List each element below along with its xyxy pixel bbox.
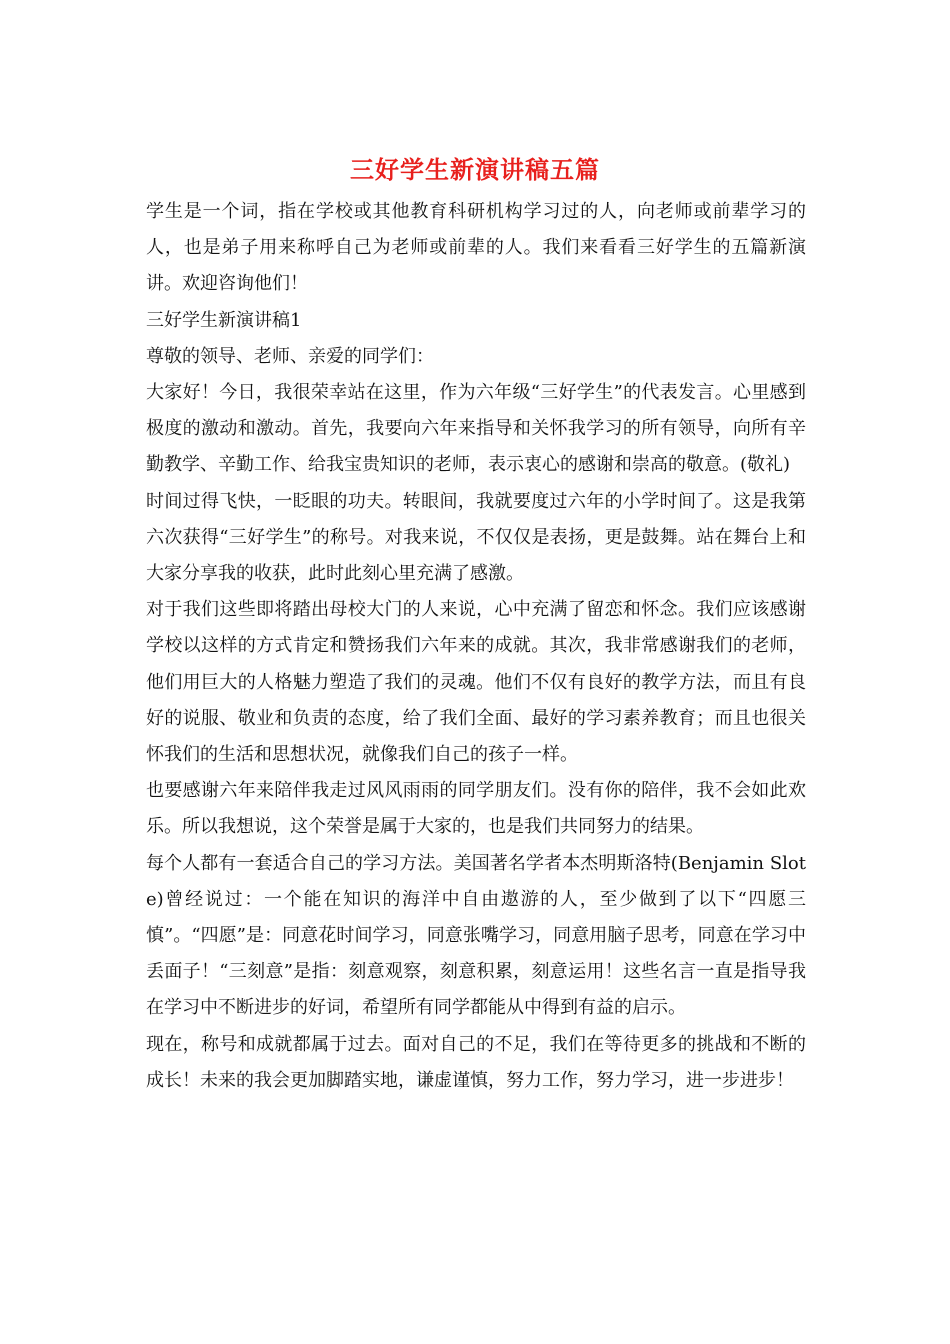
document-body bbox=[146, 194, 806, 1099]
document-title: 三好学生新演讲稿五篇 bbox=[350, 155, 600, 184]
salutation: 尊敬的领导、老师、亲爱的同学们： bbox=[146, 345, 434, 367]
paragraph-study-method: 每个人都有一套适合自己的学习方法。美国著名学者本杰明斯洛特(Benjamin Slote)曾经说过：一个能在知识的海洋中自由遨游的人，至少做到了以下“四愿三慎”。“四愿”是：同意花时间学习，同意张嘴学习，同意用脑子思考，同意在学习中丢面子！“三刻意”是指：刻意观察，刻意积累，刻意运用！这些名言一直是指导我在学习中不断进步的好词，希望所有同学都能从中得到有益的启示。 bbox=[146, 852, 806, 1019]
paragraph-time: 时间过得飞快，一眨眼的功夫。转眼间，我就要度过六年的小学时间了。这是我第六次获得“三好学生”的称号。对我来说，不仅仅是表扬，更是鼓舞。站在舞台上和大家分享我的收获，此时此刻心里充满了感激。 bbox=[146, 490, 806, 585]
speech-heading: 三好学生新演讲稿1 bbox=[146, 309, 302, 331]
paragraph-gratitude-classmates: 也要感谢六年来陪伴我走过风风雨雨的同学朋友们。没有你的陪伴，我不会如此欢乐。所以我想说，这个荣誉是属于大家的，也是我们共同努力的结果。 bbox=[146, 780, 806, 838]
paragraph-intro: 学生是一个词，指在学校或其他教育科研机构学习过的人，向老师或前辈学习的人，也是弟子用来称呼自己为老师或前辈的人。我们来看看三好学生的五篇新演讲。欢迎咨询他们！ bbox=[146, 201, 806, 295]
paragraph-future: 现在，称号和成就都属于过去。面对自己的不足，我们在等待更多的挑战和不断的成长！未来的我会更加脚踏实地，谦虚谨慎，努力工作，努力学习，进一步进步！ bbox=[146, 1033, 806, 1091]
paragraph-gratitude-school: 对于我们这些即将踏出母校大门的人来说，心中充满了留恋和怀念。我们应该感谢学校以这样的方式肯定和赞扬我们六年来的成就。其次，我非常感谢我们的老师，他们用巨大的人格魅力塑造了我们的灵魂。他们不仅有良好的教学方法，而且有良好的说服、敬业和负责的态度，给了我们全面、最好的学习素养教育；而且也很关怀我们的生活和思想状况，就像我们自己的孩子一样。 bbox=[146, 599, 806, 766]
paragraph-greeting: 大家好！今日，我很荣幸站在这里，作为六年级“三好学生”的代表发言。心里感到极度的激动和激动。首先，我要向六年来指导和关怀我学习的所有领导，向所有辛勤教学、辛勤工作、给我宝贵知识的老师，表示衷心的感谢和崇高的敬意。(敬礼) bbox=[146, 382, 806, 476]
